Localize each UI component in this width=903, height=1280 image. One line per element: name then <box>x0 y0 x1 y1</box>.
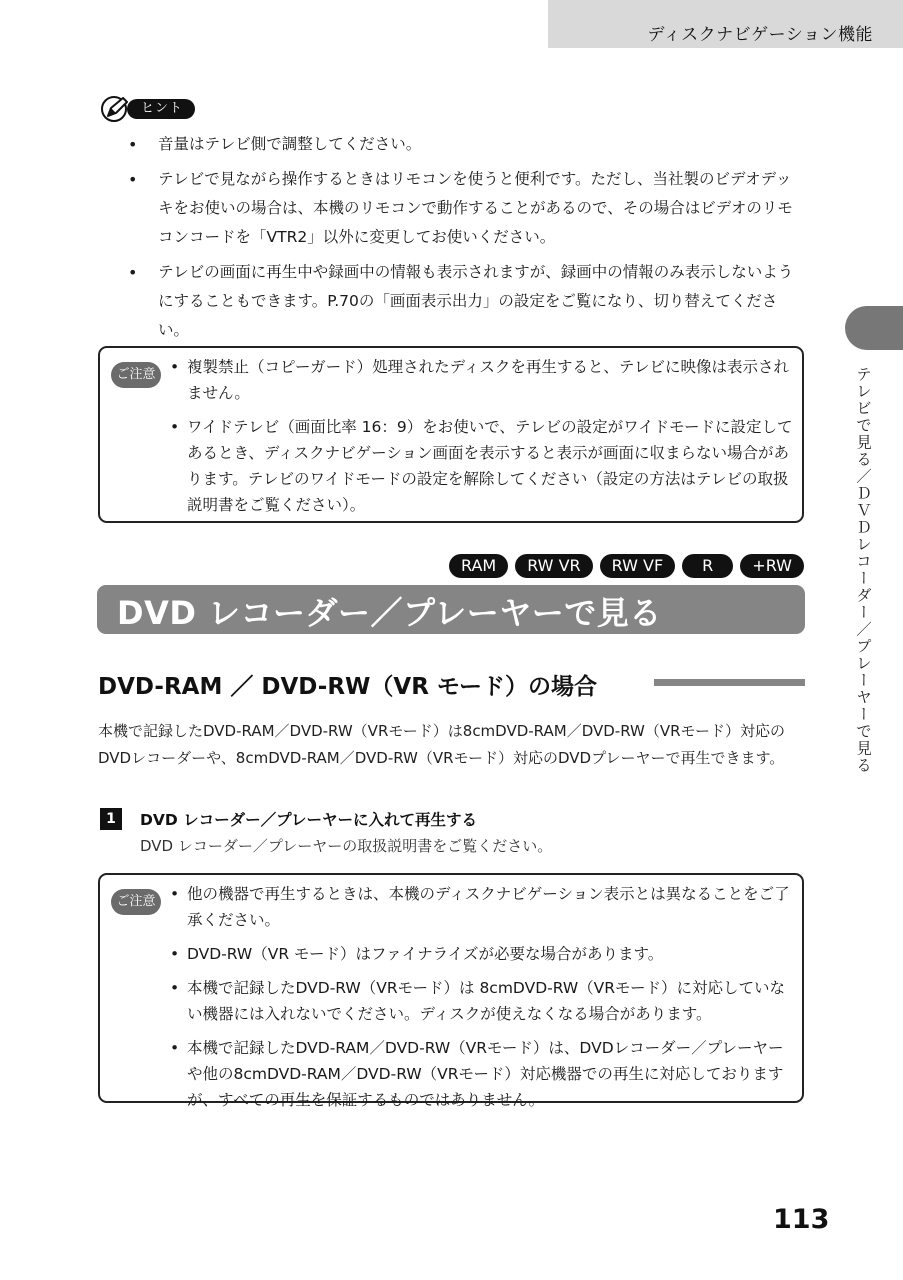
caution-box-playback <box>98 873 804 1109</box>
step-description: DVD レコーダー／プレーヤーの取扱説明書をご覧ください。 <box>140 837 553 855</box>
subsection-body: 本機で記録したDVD-RAM／DVD-RW（VRモード）は8cmDVD-RAM／DVD-RW（VRモード）対応のDVDレコーダーや、8cmDVD-RAM／DVD-RW（VRモード）対応のDVDプレーヤーで再生できます。 <box>98 722 785 767</box>
caution-item: • 本機で記録したDVD-RAM／DVD-RW（VRモード）は、DVDレコーダー／プレーヤーや他の8cmDVD-RAM／DVD-RW（VRモード）対応機器での再生に対応しておりますが、すべての再生を保証するものではありません。 <box>170 1035 796 1113</box>
disc-tag-plus-rw: +RW <box>740 554 804 578</box>
disc-tag-r: R <box>682 554 733 578</box>
hint-item: • 音量はテレビ側で調整してください。 <box>124 130 806 159</box>
caution-badge: ご注意 <box>111 889 161 915</box>
hint-label: ヒント <box>127 99 195 119</box>
hint-item: • テレビの画面に再生中や録画中の情報も表示されますが、録画中の情報のみ表示しないようにすることもできます。P.70の「画面表示出力」の設定をご覧になり、切り替えてください。 <box>124 258 806 345</box>
subsection-rule <box>654 679 805 686</box>
disc-tag-rw-vf: RW VF <box>600 554 676 578</box>
caution-item: • 複製禁止（コピーガード）処理されたディスクを再生すると、テレビに映像は表示されません。 <box>170 354 796 406</box>
disc-type-tags <box>449 554 804 578</box>
chapter-header <box>548 0 903 48</box>
hint-badge <box>99 94 195 124</box>
caution-item: • 他の機器で再生するときは、本機のディスクナビゲーション表示とは異なることをご了承ください。 <box>170 881 796 933</box>
section-banner <box>97 585 805 634</box>
disc-tag-rw-vr: RW VR <box>515 554 592 578</box>
page-number: 113 <box>773 1204 830 1235</box>
caution-list <box>170 354 796 526</box>
step-title: DVD レコーダー／プレーヤーに入れて再生する <box>140 811 478 829</box>
step-number: 1 <box>100 808 122 830</box>
chapter-title: ディスクナビゲーション機能 <box>647 25 873 45</box>
disc-tag-ram: RAM <box>449 554 508 578</box>
hint-item: • テレビで見ながら操作するときはリモコンを使うと便利です。ただし、当社製のビデオデッキをお使いの場合は、本機のリモコンで動作することがあるので、その場合はビデオのリモコンコードを「VTR2」以外に変更してお使いください。 <box>124 165 806 252</box>
hint-list <box>124 130 806 351</box>
subsection-title: DVD-RAM ／ DVD-RW（VR モード）の場合 <box>98 674 598 700</box>
caution-item: • 本機で記録したDVD-RW（VRモード）は 8cmDVD-RW（VRモード）に対応していない機器には入れないでください。ディスクが使えなくなる場合があります。 <box>170 975 796 1027</box>
caution-list <box>170 881 796 1121</box>
section-title: DVD レコーダー／プレーヤーで見る <box>117 594 662 632</box>
caution-item: • ワイドテレビ（画面比率 16：9）をお使いで、テレビの設定がワイドモードに設定してあるとき、ディスクナビゲーション画面を表示すると表示が画面に収まらない場合があります。テレビのワイドモードの設定を解除してください（設定の方法はテレビの取扱説明書をご覧ください）。 <box>170 414 796 518</box>
side-tab-marker <box>845 306 903 350</box>
caution-badge: ご注意 <box>111 362 161 388</box>
caution-box-copy-guard <box>98 346 804 523</box>
side-tab-text: テレビで見る／ＤＶＤレコーダー／プレーヤーで見る <box>854 366 872 774</box>
caution-item: • DVD-RW（VR モード）はファイナライズが必要な場合があります。 <box>170 941 796 967</box>
